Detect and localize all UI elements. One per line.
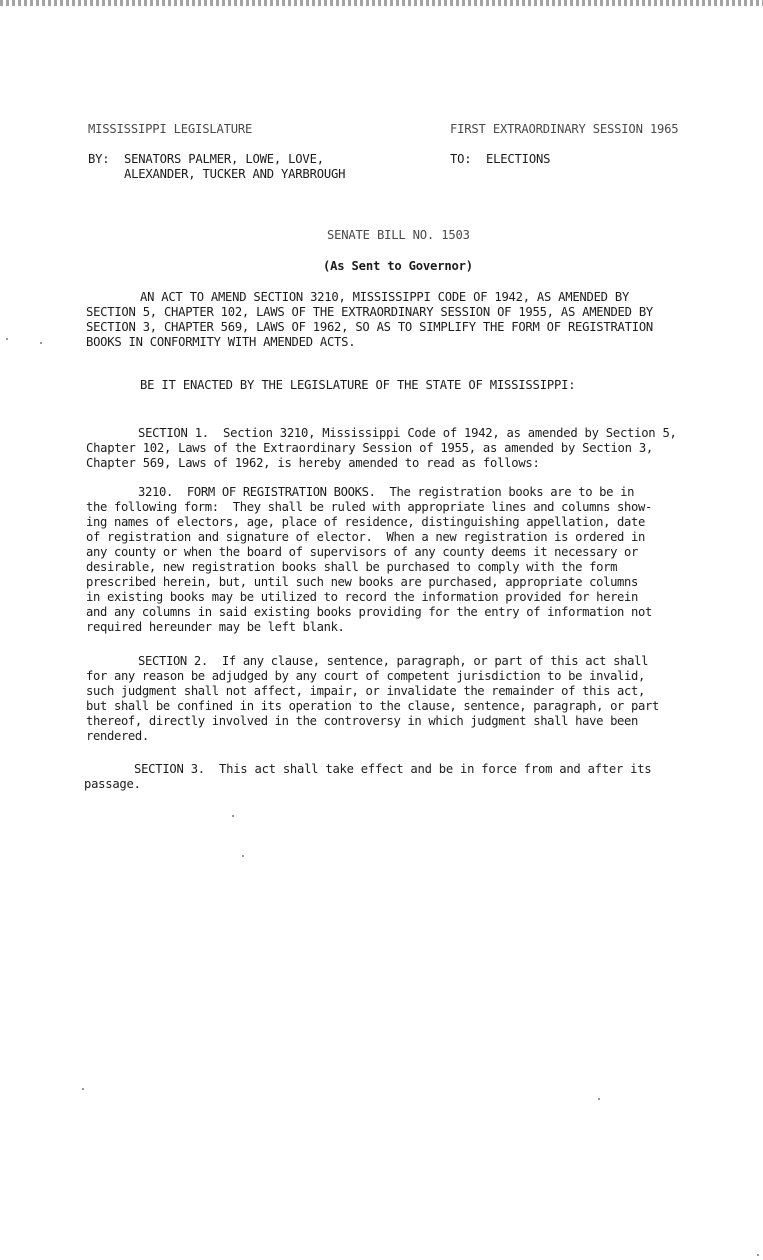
enacting-clause: BE IT ENACTED BY THE LEGISLATURE OF THE STATE OF MISSISSIPPI: — [140, 378, 576, 392]
section-3 — [84, 762, 651, 792]
bill-number: SENATE BILL NO. 1503 — [327, 228, 470, 242]
legislature-name: MISSISSIPPI LEGISLATURE — [88, 122, 253, 136]
section-2-line: SECTION 2. If any clause, sentence, paragraph, or part of this act shall — [138, 654, 649, 668]
section-2-line: rendered. — [86, 729, 149, 743]
section-3210-line: required hereunder may be left blank. — [86, 620, 345, 634]
section-3210-line: of registration and signature of elector. When a new registration is ordered in — [86, 530, 646, 544]
act-title — [86, 290, 653, 350]
to-label: TO: — [450, 152, 472, 166]
section-1 — [86, 426, 677, 471]
section-3210-line: 3210. FORM OF REGISTRATION BOOKS. The registration books are to be in — [138, 485, 635, 499]
scan-speck — [6, 338, 8, 340]
bill-status: (As Sent to Governor) — [323, 259, 473, 273]
section-2-line: thereof, directly involved in the controversy in which judgment shall have been — [86, 714, 639, 728]
section-3210 — [86, 485, 652, 635]
section-1-line: Chapter 569, Laws of 1962, is hereby amended to read as follows: — [86, 456, 540, 470]
scan-speck — [82, 1088, 84, 1090]
section-2-line: for any reason be adjudged by any court of competent jurisdiction to be invalid, — [86, 669, 646, 683]
title-line: SECTION 5, CHAPTER 102, LAWS OF THE EXTRAORDINARY SESSION OF 1955, AS AMENDED BY — [86, 305, 653, 319]
section-3210-line: desirable, new registration books shall be purchased to comply with the form — [86, 560, 618, 574]
sponsors-line-2: ALEXANDER, TUCKER AND YARBROUGH — [124, 167, 346, 181]
scan-speck — [598, 1098, 600, 1100]
session-name: FIRST EXTRAORDINARY SESSION 1965 — [450, 122, 679, 136]
section-3210-line: ing names of electors, age, place of residence, distinguishing appellation, date — [86, 515, 646, 529]
sponsors-line-1: SENATORS PALMER, LOWE, LOVE, — [124, 152, 324, 166]
section-2 — [86, 654, 659, 744]
section-2-line: but shall be confined in its operation to the clause, sentence, paragraph, or part — [86, 699, 659, 713]
section-3210-line: the following form: They shall be ruled with appropriate lines and columns show- — [86, 500, 652, 514]
section-3-line: SECTION 3. This act shall take effect and be in force from and after its — [134, 762, 652, 776]
section-3210-line: and any columns in said existing books providing for the entry of information not — [86, 605, 652, 619]
title-line: SECTION 3, CHAPTER 569, LAWS OF 1962, SO AS TO SIMPLIFY THE FORM OF REGISTRATION — [86, 320, 653, 334]
title-line: BOOKS IN CONFORMITY WITH AMENDED ACTS. — [86, 335, 356, 349]
section-3210-line: in existing books may be utilized to record the information provided for herein — [86, 590, 639, 604]
scan-speck — [757, 1254, 759, 1256]
section-3210-line: prescribed herein, but, until such new books are purchased, appropriate columns — [86, 575, 639, 589]
section-3-line: passage. — [84, 777, 141, 791]
title-line: AN ACT TO AMEND SECTION 3210, MISSISSIPPI CODE OF 1942, AS AMENDED BY — [140, 290, 630, 304]
scan-speck — [40, 342, 42, 344]
section-3210-line: any county or when the board of supervisors of any county deems it necessary or — [86, 545, 639, 559]
scan-speck — [242, 855, 244, 857]
section-1-line: SECTION 1. Section 3210, Mississippi Code of 1942, as amended by Section 5, — [138, 426, 677, 440]
committee-name: ELECTIONS — [486, 152, 551, 166]
section-2-line: such judgment shall not affect, impair, or invalidate the remainder of this act, — [86, 684, 646, 698]
scan-speck — [232, 815, 234, 817]
by-label: BY: — [88, 152, 110, 166]
section-1-line: Chapter 102, Laws of the Extraordinary Session of 1955, as amended by Section 3, — [86, 441, 653, 455]
